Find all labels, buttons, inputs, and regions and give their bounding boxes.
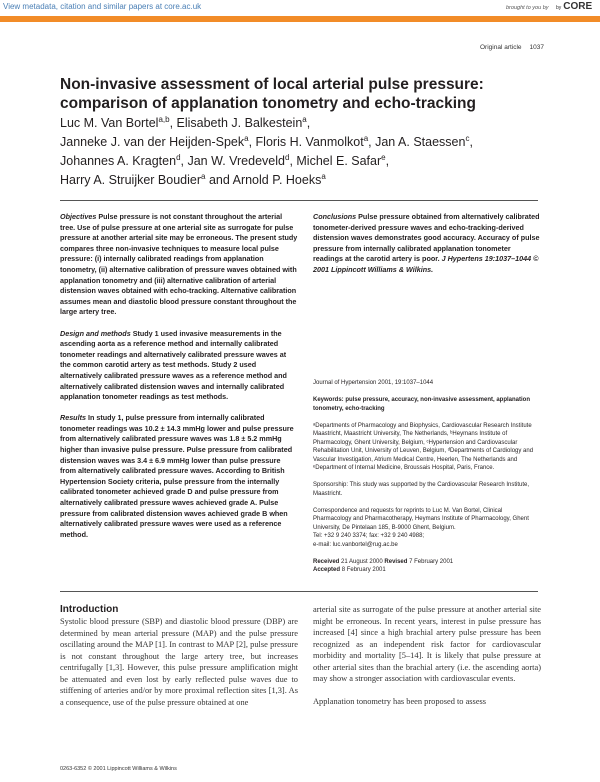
article-type: Original article (480, 44, 522, 51)
author-name: Johannes A. Kragten (60, 154, 177, 169)
core-by-label: by (556, 5, 562, 11)
copyright-footer: 0263-6352 © 2001 Lippincott Williams & Wilkins (60, 766, 177, 772)
author-name: Jan W. Vredeveld (187, 154, 285, 169)
author-affiliation-mark: a,b (158, 115, 170, 124)
author-name: Harry A. Struijker Boudier (60, 173, 202, 188)
contact-phone: Tel: +32 9 240 3374; fax: +32 9 240 4988; (313, 533, 425, 539)
author-affiliation-mark: e (381, 153, 386, 163)
abstract-results: Results In study 1, pulse pressure from internally calibrated tonometer readings was 10.2 ± 14.3 mmHg lower and pulse pressure from alternatively calibrated pressure waves was 1.8 ± 5.2 mmHg higher than invasive pulse pressure. Pulse pressure from calibrated distension waves was 3.4 ± 6.9 mmHg lower than pulse pressure from alternatively calibrated pressure waves. According to British Hypertension Society criteria, pulse pressure from the internally calibrated tonometer achieved grade D and pulse pressure from alternatively calibrated pressure waves achieved grade A. Pulse pressure from calibrated distension waves achieved grade B when alternatively calibrated pressure waves were used as a reference method. (60, 413, 294, 539)
provider-strip (0, 16, 600, 38)
abstract-left-column (60, 212, 298, 551)
author-name: Luc M. Van Bortel (60, 116, 159, 131)
provided-by-link[interactable]: provided by Lirias (554, 32, 594, 38)
author-affiliation-mark: c (465, 134, 470, 144)
intro-right-column (313, 604, 541, 719)
running-header (480, 44, 544, 51)
abstract-rule (60, 591, 538, 592)
intro-heading: Introduction (60, 604, 119, 615)
brought-by-label: brought to you by (506, 5, 549, 11)
intro-right-paragraph-2: Applanation tonometry has been proposed to assess (313, 697, 487, 706)
page-number: 1037 (529, 44, 545, 51)
abstract-conclusions: Conclusions Pulse pressure obtained from alternatively calibrated tonometer-derived pressure waves and echo-tracking-derived distension waves demonstrates good accuracy. Accuracy of pulse pressure from internally calibrated applanation tonometer readings at the carotid artery is poor. J Hypertens 19:1037–1044 © 2001 Lippincott Williams & Wilkins. (313, 212, 540, 274)
article-title: Non-invasive assessment of local arterial pulse pressure: comparison of applanation tonometry and echo-tracking (60, 76, 484, 112)
author-name: Elisabeth J. Balkestein (176, 116, 303, 131)
author-affiliation-mark: a (321, 172, 326, 182)
keywords: Keywords: pulse pressure, accuracy, non-invasive assessment, applanation tonometry, echo-tracking (313, 397, 530, 412)
author-affiliation-mark: a (302, 115, 307, 124)
author-name: Arnold P. Hoeks (232, 173, 322, 188)
author-name: Michel E. Safar (296, 154, 382, 169)
core-banner (0, 0, 600, 16)
core-logo-text: CORE (563, 1, 593, 12)
dates: Received 21 August 2000 Revised 7 February 2001 Accepted 8 February 2001 (313, 558, 454, 573)
intro-right-paragraph: arterial site as surrogate of the pulse pressure at another arterial site might be erroneous. In recent years, interest in pulse pressure has increased [4] since a high brachial artery pulse pressure has been recognized as an independent risk factor for cardiovascular morbidity and mortality [5–14]. It is likely that pulse pressure at other arterial sites than the brachial artery (i.e. the ascending aorta) may show a stronger association with cardiovascular events. (313, 605, 541, 683)
author-affiliation-mark: d (284, 153, 290, 163)
journal-info (313, 379, 541, 583)
author-name: Floris H. Vanmolkot (255, 135, 364, 150)
intro-left-text: Systolic blood pressure (SBP) and diastolic blood pressure (DBP) are determined by mean arterial pressure (MAP) and the pulse pressure oscillating around the MAP [1]. In contrast to MAP [2], pulse pressure is not constant throughout the large artery tree, but increases centrifugally [1,3]. However, this pulse pressure amplification might be attenuated and even lost by early reflected pulse waves due to stiffening of arteries and/or by more proximal reflection sites [1,3]. As a consequence, use of the pulse pressure obtained at one (60, 617, 298, 707)
author-name: Janneke J. van der Heijden-Spek (60, 135, 245, 150)
sponsorship: Sponsorship: This study was supported by the Cardiovascular Research Institute, Maastricht. (313, 482, 529, 497)
author-affiliation-mark: a (244, 134, 249, 144)
author-affiliation-mark: a (201, 172, 206, 182)
title-rule (60, 200, 538, 201)
core-logo[interactable] (556, 1, 592, 12)
author-name: Jan A. Staessen (375, 135, 466, 150)
journal-citation: Journal of Hypertension 2001, 19:1037–1044 (313, 380, 434, 386)
author-list: Luc M. Van Bortel$^{a,b}$, Elisabeth J. Balkestein$^a$, Janneke J. van der Heijden-Spek$^a$, Floris H. Vanmolkot$^a$, Jan A. Staessen$^c$, Johannes A. Kragten$^d$, Jan W. Vredeveld$^d$, Michel E. Safar$^e$, Harry A. Struijker Boudier$^a$ and Arnold P. Hoeks$^a$ (60, 115, 473, 188)
affiliations: ᵃDepartments of Pharmacology and Biophysics, Cardiovascular Research Institute Maastricht, Maastricht University, The Netherlands, ᵇHeymans Institute of Pharmacology, Ghent University, Belgium, ᶜHypertension and Cardiovascular Rehabilitation Unit, University of Leuven, Belgium, ᵈDepartments of Cardiology and Vascular Investigation, Atrium Medical Centre, Heerlen, The Netherlands and ᵉDepartment of Internal Medicine, Broussais Hospital, Paris, France. (313, 422, 534, 471)
author-affiliation-mark: a (363, 134, 369, 144)
contact-email[interactable]: e-mail: luc.vanbortel@rug.ac.be (313, 541, 398, 548)
core-metadata-link[interactable]: View metadata, citation and similar papers at core.ac.uk (3, 2, 202, 11)
correspondence: Correspondence and requests for reprints to Luc M. Van Bortel, Clinical Pharmacology and Pharmacotherapy, Heymans Institute of Pharmacology, Ghent University, De Pintelaan 185, B-9000 Ghent, Belgium. Tel: +32 9 240 3374; fax: +32 9 240 4988; e-mail: luc.vanbortel@rug.ac.be (313, 507, 529, 548)
abstract-right-column (313, 212, 541, 286)
abstract-design: Design and methods Study 1 used invasive measurements in the ascending aorta as a reference method and internally calibrated tonometer readings and alternatively calibrated pressure waves at the common carotid artery as test methods. Study 2 used alternatively calibrated pressure waves as a reference method and alternatively calibrated distension waves and internally calibrated applanation tonometer readings as test methods. (60, 328, 287, 402)
author-affiliation-mark: d (176, 153, 181, 163)
abstract-objectives: Objectives Pulse pressure is not constant throughout the arterial tree. Use of pulse pressure at one arterial site as surrogate for pulse pressure at another arterial site may be erroneous. The present study compares three non-invasive techniques to measure local pulse pressure: (i) internally calibrated readings from applanation tonometry, (ii) alternative calibration of pressure waves obtained with applanation tonometry and (iii) alternative calibration of arterial distension waves obtained with echo-tracking. Alternative calibration assumes mean and diastolic blood pressure constant throughout the large artery tree. (60, 212, 298, 317)
